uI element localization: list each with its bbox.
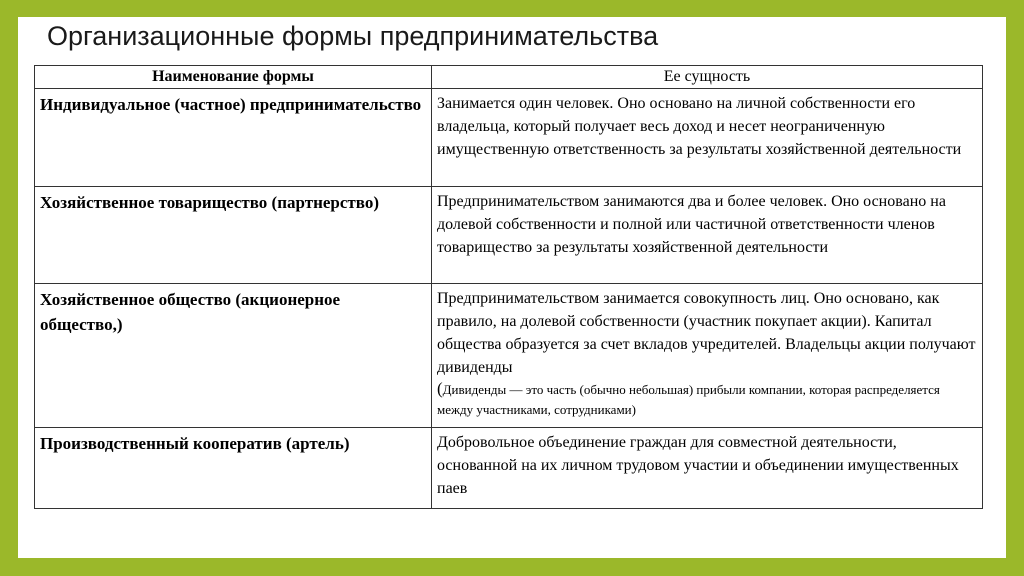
header-essence: Ее сущность — [432, 66, 983, 89]
essence-cell: Занимается один человек. Оно основано на личной собственности его владельца, который получает весь доход и несет неограниченную имущественную ответственность за результаты хозяйственной деятельности — [432, 89, 983, 187]
table-header-row — [35, 66, 983, 89]
table-row — [35, 284, 983, 428]
table-row — [35, 89, 983, 187]
slide — [18, 17, 1006, 558]
header-form-name: Наименование формы — [35, 66, 432, 89]
forms-table — [34, 65, 983, 509]
dividend-note — [437, 379, 977, 420]
essence-cell: Добровольное объединение граждан для совместной деятельности, основанной на их личном трудовом участии и объединении имущественных паев — [432, 428, 983, 509]
form-name-cell: Хозяйственное товарищество (партнерство) — [35, 187, 432, 284]
form-name-cell: Производственный кооператив (артель) — [35, 428, 432, 509]
essence-cell: Предпринимательством занимаются два и более человек. Оно основано на долевой собственности и полной или частичной ответственности членов товарищество за результаты хозяйственной деятельности — [432, 187, 983, 284]
form-name-cell: Индивидуальное (частное) предпринимательство — [35, 89, 432, 187]
dividend-note-text: Дивиденды — это часть (обычно небольшая) прибыли компании, которая распределяется между участниками, сотрудниками) — [437, 382, 940, 417]
table-row — [35, 187, 983, 284]
table-row — [35, 428, 983, 509]
slide-title: Организационные формы предпринимательства — [47, 21, 659, 51]
essence-text: Предпринимательством занимается совокупность лиц. Оно основано, как правило, на долевой собственности (участник покупает акции). Капитал общества образуется за счет вкладов учредителей. Владельцы акции получают дивиденды — [437, 290, 976, 376]
form-name-cell: Хозяйственное общество (акционерное общество,) — [35, 284, 432, 428]
note-open-paren: ( — [437, 379, 443, 398]
essence-cell — [432, 284, 983, 428]
